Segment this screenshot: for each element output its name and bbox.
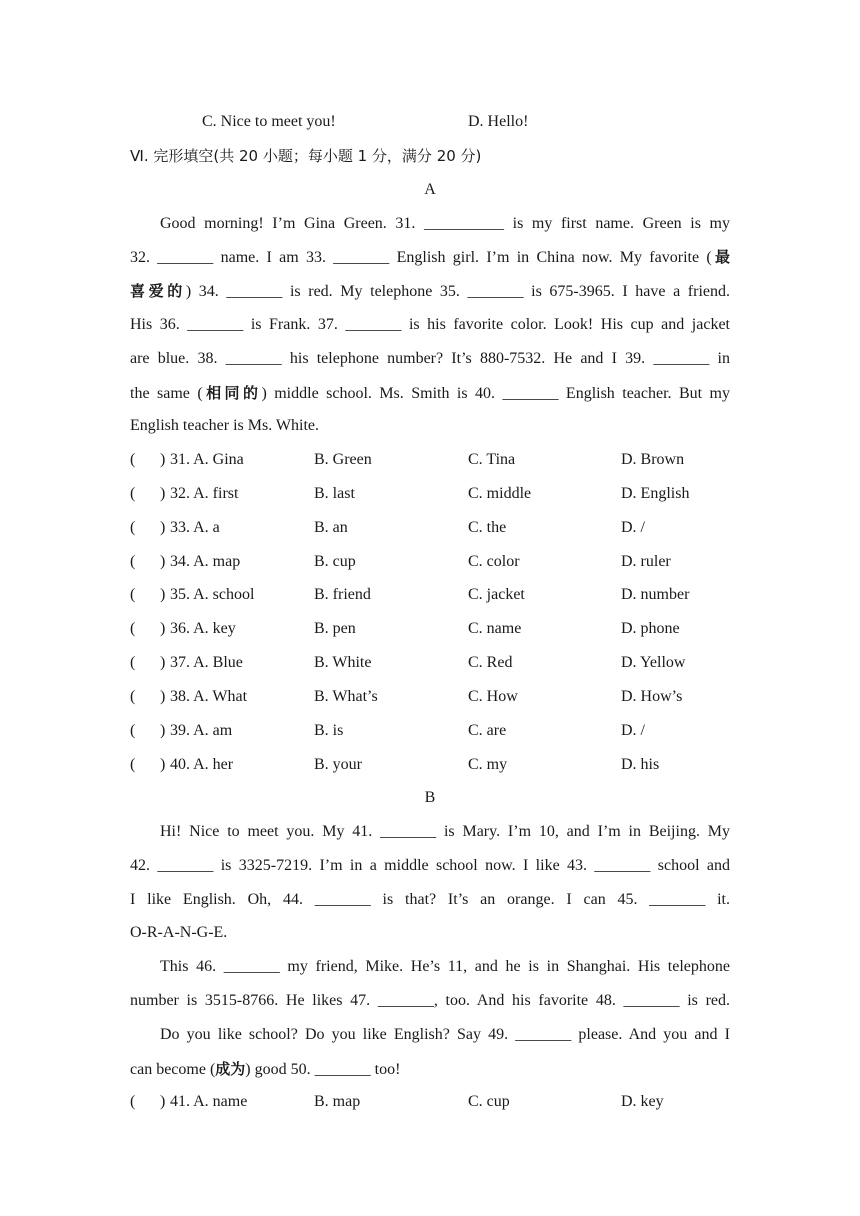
part-a-passage-line-2: [130, 240, 730, 274]
passage-text: ) 34. _______ is red. My telephone 35. _______ is 675-3965. I have a friend.: [185, 283, 730, 300]
cjk-gloss: 最: [711, 248, 730, 266]
passage-text: Do you like school? Do you like English? Say 49. _______ please. And you and I: [160, 1026, 730, 1043]
option-b: B. last: [314, 485, 355, 502]
option-c: C. How: [468, 688, 518, 705]
answer-paren-close: ): [160, 620, 166, 637]
option-a: 32. A. first: [170, 485, 239, 502]
part-b-passage-line-1: [130, 815, 730, 849]
passage-text: ) good 50. _______ too!: [245, 1061, 401, 1078]
answer-paren-close: ): [160, 722, 166, 739]
answer-paren-close: ): [160, 688, 166, 705]
question-row: [130, 714, 730, 748]
question-row: [130, 443, 730, 477]
answer-paren-open[interactable]: (: [130, 1093, 136, 1110]
answer-paren-close: ): [160, 654, 166, 671]
question-row: [130, 477, 730, 511]
part-a-passage-line-1: [130, 207, 730, 241]
answer-paren-open[interactable]: (: [130, 620, 136, 637]
option-b: B. What’s: [314, 688, 378, 705]
answer-paren-open[interactable]: (: [130, 485, 136, 502]
part-b-passage-line-3: I like English. Oh, 44. _______ is that? It’s an orange. I can 45. _______ it.: [130, 891, 730, 908]
prev-option-d: D. Hello!: [468, 113, 529, 130]
option-d: D. number: [621, 586, 690, 603]
part-b-passage-line-2: 42. _______ is 3325-7219. I’m in a middle school now. I like 43. _______ school and: [130, 857, 730, 874]
answer-paren-open[interactable]: (: [130, 553, 136, 570]
option-c: C. Tina: [468, 451, 516, 468]
passage-text: Good morning! I’m Gina Green. 31. __________ is my first name. Green is my: [160, 215, 730, 232]
option-a: 37. A. Blue: [170, 654, 243, 671]
option-b: B. your: [314, 756, 362, 773]
option-d: D. English: [621, 485, 690, 502]
option-c: C. Red: [468, 654, 513, 671]
part-b-passage-line-4: O-R-A-N-G-E.: [130, 924, 228, 941]
answer-paren-open[interactable]: (: [130, 519, 136, 536]
answer-paren-close: ): [160, 756, 166, 773]
option-c: C. name: [468, 620, 522, 637]
option-d: D. /: [621, 722, 645, 739]
question-row: [130, 612, 730, 646]
part-b-passage-line-7: [130, 1018, 730, 1052]
part-b-passage-line-6: number is 3515-8766. He likes 47. _______, too. And his favorite 48. _______ is red.: [130, 992, 730, 1009]
option-d: D. Yellow: [621, 654, 686, 671]
option-a: 33. A. a: [170, 519, 220, 536]
answer-paren-open[interactable]: (: [130, 654, 136, 671]
option-a: 35. A. school: [170, 586, 255, 603]
option-b: B. map: [314, 1093, 361, 1110]
option-d: D. his: [621, 756, 660, 773]
answer-paren-open[interactable]: (: [130, 451, 136, 468]
answer-paren-open[interactable]: (: [130, 586, 136, 603]
cjk-gloss: 成为: [215, 1060, 246, 1078]
part-a-passage-line-4: His 36. _______ is Frank. 37. _______ is his favorite color. Look! His cup and jacket: [130, 316, 730, 333]
passage-text: 32. _______ name. I am 33. _______ English girl. I’m in China now. My favorite (: [130, 249, 712, 266]
question-row: [130, 680, 730, 714]
answer-paren-close: ): [160, 1093, 166, 1110]
option-a: 31. A. Gina: [170, 451, 244, 468]
option-b: B. cup: [314, 553, 356, 570]
part-a-passage-line-6: [130, 376, 730, 410]
part-b-title: B: [424, 789, 436, 806]
answer-paren-close: ): [160, 451, 166, 468]
option-a: 36. A. key: [170, 620, 236, 637]
option-b: B. pen: [314, 620, 356, 637]
passage-text: ) middle school. Ms. Smith is 40. _______ English teacher. But my: [261, 385, 731, 402]
passage-text: Hi! Nice to meet you. My 41. _______ is Mary. I’m 10, and I’m in Beijing. My: [160, 823, 730, 840]
part-a-passage-line-7: English teacher is Ms. White.: [130, 417, 319, 434]
option-d: D. phone: [621, 620, 680, 637]
question-row: [130, 578, 730, 612]
option-c: C. my: [468, 756, 508, 773]
option-c: C. color: [468, 553, 520, 570]
option-b: B. Green: [314, 451, 372, 468]
option-a: 34. A. map: [170, 553, 241, 570]
option-b: B. White: [314, 654, 372, 671]
question-row: [130, 646, 730, 680]
option-b: B. friend: [314, 586, 371, 603]
option-a: 39. A. am: [170, 722, 233, 739]
passage-text: This 46. _______ my friend, Mike. He’s 11, and he is in Shanghai. His telephone: [160, 958, 730, 975]
part-a-passage-line-3: [130, 274, 730, 308]
passage-text: can become (: [130, 1061, 216, 1078]
option-a: 40. A. her: [170, 756, 234, 773]
option-c: C. the: [468, 519, 507, 536]
question-row: [130, 511, 730, 545]
answer-paren-open[interactable]: (: [130, 722, 136, 739]
option-d: D. How’s: [621, 688, 683, 705]
answer-paren-close: ): [160, 485, 166, 502]
answer-paren-close: ): [160, 519, 166, 536]
prev-option-c: C. Nice to meet you!: [202, 113, 336, 130]
answer-paren-close: ): [160, 553, 166, 570]
question-row: [130, 545, 730, 579]
option-d: D. ruler: [621, 553, 671, 570]
part-b-passage-line-8: [130, 1052, 730, 1086]
question-row: [130, 748, 730, 782]
question-row: [130, 1085, 730, 1119]
option-b: B. is: [314, 722, 344, 739]
option-c: C. cup: [468, 1093, 510, 1110]
cjk-gloss: 相同的: [202, 384, 262, 402]
part-a-passage-line-5: are blue. 38. _______ his telephone number? It’s 880-7532. He and I 39. _______ in: [130, 350, 730, 367]
passage-text: the same (: [130, 385, 203, 402]
option-a: 41. A. name: [170, 1093, 248, 1110]
option-b: B. an: [314, 519, 348, 536]
option-d: D. /: [621, 519, 645, 536]
option-c: C. are: [468, 722, 507, 739]
answer-paren-open[interactable]: (: [130, 688, 136, 705]
option-d: D. key: [621, 1093, 664, 1110]
option-d: D. Brown: [621, 451, 685, 468]
answer-paren-close: ): [160, 586, 166, 603]
part-b-passage-line-5: [130, 950, 730, 984]
option-c: C. jacket: [468, 586, 525, 603]
option-a: 38. A. What: [170, 688, 248, 705]
cjk-gloss: 喜爱的: [130, 282, 186, 300]
section-heading: Ⅵ. 完形填空(共 20 小题；每小题 1 分，满分 20 分): [130, 147, 482, 165]
prev-options-row: [130, 105, 730, 139]
part-a-title: A: [424, 181, 436, 198]
answer-paren-open[interactable]: (: [130, 756, 136, 773]
option-c: C. middle: [468, 485, 532, 502]
